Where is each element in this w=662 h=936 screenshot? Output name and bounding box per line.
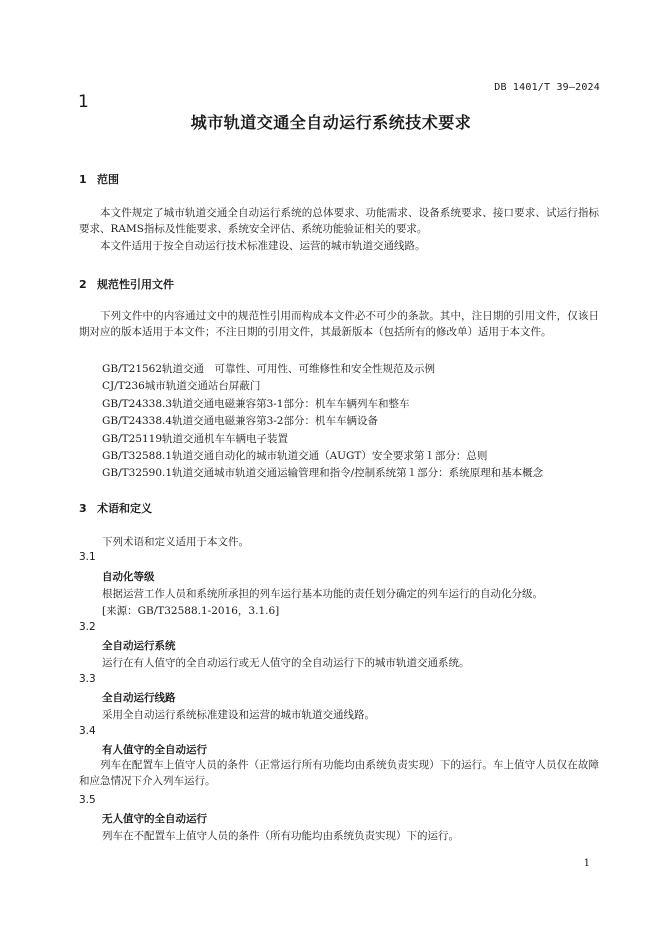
term-number: 3.4 — [79, 725, 96, 737]
section-2-heading — [79, 276, 174, 292]
terms-intro: 下列术语和定义适用于本文件。 — [102, 536, 249, 548]
reference-item: CJ/T236城市轨道交通站台屏蔽门 — [102, 380, 261, 392]
section-title: 规范性引用文件 — [97, 278, 174, 291]
term-name: 全自动运行线路 — [102, 692, 176, 704]
section-1-heading — [79, 171, 119, 187]
document-title: 城市轨道交通全自动运行系统技术要求 — [190, 113, 472, 132]
term-name: 无人值守的全自动运行 — [102, 813, 207, 825]
margin-mark: 1 — [78, 92, 89, 112]
reference-item: GB/T32588.1轨道交通自动化的城市轨道交通（AUGT）安全要求第１部分：总则 — [102, 450, 488, 462]
term-name: 自动化等级 — [102, 571, 155, 583]
term-definition: 列车在配置车上值守人员的条件（正常运行所有功能均由系统负责实现）下的运行。车上值守人员仅在故障和应急情况下介入列车运行。 — [79, 759, 599, 787]
reference-item: GB/T21562轨道交通 可靠性、可用性、可维修性和安全性规范及示例 — [102, 363, 436, 375]
reference-item: GB/T24338.4轨道交通电磁兼容第3-2部分：机车车辆设备 — [102, 415, 378, 427]
term-name: 全自动运行系统 — [102, 640, 176, 652]
scope-paragraph-1: 本文件规定了城市轨道交通全自动运行系统的总体要求、功能需求、设备系统要求、接口要求、试运行指标要求、RAMS指标及性能要求、系统安全评估、系统功能验证相关的要求。 — [79, 207, 599, 235]
term-number: 3.2 — [79, 621, 96, 633]
section-number: 2 — [79, 278, 87, 291]
reference-item: GB/T25119轨道交通机车车辆电子装置 — [102, 433, 289, 445]
term-definition: 运行在有人值守的全自动运行或无人值守的全自动运行下的城市轨道交通系统。 — [102, 657, 470, 669]
normative-references-intro: 下列文件中的内容通过文中的规范性引用而构成本文件必不可少的条款。其中，注日期的引用文件，仅该日期对应的版本适用于本文件；不注日期的引用文件，其最新版本（包括所有的修改单）适用于本文件。 — [79, 310, 599, 338]
reference-item: GB/T32590.1轨道交通城市轨道交通运输管理和指令/控制系统第１部分：系统原理和基本概念 — [102, 467, 544, 479]
section-title: 术语和定义 — [97, 502, 152, 515]
term-number: 3.1 — [79, 551, 96, 563]
term-name: 有人值守的全自动运行 — [102, 744, 207, 756]
term-definition: 根据运营工作人员和系统所承担的列车运行基本功能的责任划分确定的列车运行的自动化分级。 — [102, 588, 543, 600]
reference-item: GB/T24338.3轨道交通电磁兼容第3-1部分：机车车辆列车和整车 — [102, 398, 410, 410]
section-number: 1 — [79, 173, 87, 186]
section-3-heading — [79, 500, 152, 516]
section-title: 范围 — [97, 173, 119, 186]
document-code: DB 1401/T 39—2024 — [494, 82, 600, 93]
term-source: [来源：GB/T32588.1-2016，3.1.6] — [102, 605, 280, 617]
scope-paragraph-2: 本文件适用于按全自动运行技术标准建设、运营的城市轨道交通线路。 — [100, 240, 426, 252]
page-number: 1 — [583, 858, 590, 869]
term-number: 3.3 — [79, 673, 96, 685]
term-definition: 列车在不配置车上值守人员的条件（所有功能均由系统负责实现）下的运行。 — [102, 830, 459, 842]
section-number: 3 — [79, 502, 87, 515]
term-number: 3.5 — [79, 794, 96, 806]
term-definition: 采用全自动运行系统标准建设和运营的城市轨道交通线路。 — [102, 709, 375, 721]
